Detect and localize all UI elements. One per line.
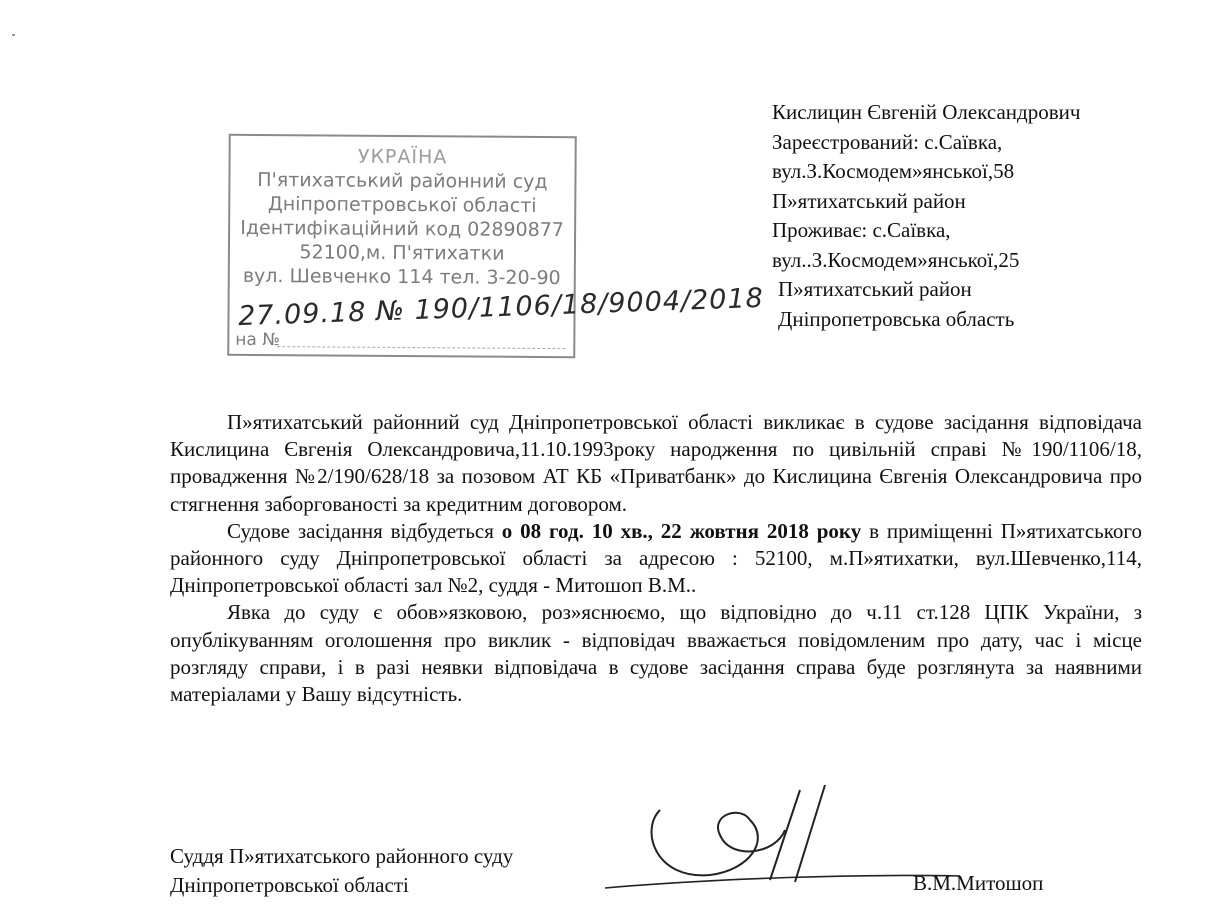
handwritten-reference: 27.09.18 № 190/1106/18/9004/2018: [237, 282, 765, 333]
stamp-region: Дніпропетровської області: [267, 193, 537, 217]
stamp-country: УКРАЇНА: [357, 145, 448, 169]
paragraph-summons: П»ятихатський районний суд Дніпропетровської області викликає в судове засідання відповідача Кислицина Євгенія Олександровича,11.10.1993року народження по цивільній справі №190/1106/18, провадження №2/190/628/18 за позовом АТ КБ «Приватбанк» до Кислицина Євгенія Олександровича про стягнення заборгованості за кредитним договором.: [170, 410, 1142, 516]
stamp-postal: 52100,м. П'ятихатки: [299, 241, 505, 265]
signature-title-line1: Суддя П»ятихатського районного суду: [170, 844, 514, 868]
paragraph-attendance: Явка до суду є обов»язковою, роз»яснюємо, що відповідно до ч.11 ст.128 ЦПК України, з опублікуванням оголошення про виклик - відповідач вважається повідомленим про дату, час і місце розгляду справи, і в разі неявки відповідача в судове засідання справа буде розглянута за наявними матеріалами у Вашу відсутність.: [170, 600, 1142, 707]
addressee-name: Кислицин Євгеній Олександрович: [772, 100, 1081, 124]
addressee-region: Дніпропетровська область: [778, 306, 1015, 331]
addressee-block: [772, 98, 1080, 334]
addressee-registered-district: П»ятихатський район: [772, 188, 966, 213]
hearing-text-after: в приміщенні П»ятихатського районного суду Дніпропетровської області за адресою : 52100, м.П»ятихатки, вул.Шевченко,114, Дніпропетровської області зал №2, суддя - Митошоп В.М..: [170, 518, 1142, 598]
summons-body: [170, 409, 1142, 708]
paragraph-hearing: [170, 518, 1142, 600]
addressee-resides-district: П»ятихатський район: [778, 277, 972, 301]
stamp-address: вул. Шевченко 114 тел. 3-20-90: [242, 264, 561, 290]
stamp-code: Ідентифікаційний код 02890877: [240, 216, 565, 242]
scan-speck: [12, 34, 15, 36]
addressee-resides: Проживає: с.Саївка,: [772, 218, 951, 242]
stamp-court: П'ятихатський районний суд: [257, 168, 548, 194]
addressee-registered: Зареєстрований: с.Саївка,: [772, 129, 1003, 154]
stamp-no-line: [277, 346, 565, 349]
judge-name: В.М.Митошоп: [913, 871, 1044, 895]
stamp-no-label: на №: [235, 329, 281, 351]
signature-title: [170, 842, 513, 900]
signature-title-line2: Дніпропетровської області: [170, 873, 409, 897]
addressee-registered-street: вул.З.Космодем»янської,58: [772, 159, 1015, 183]
hearing-datetime: о 08 год. 10 хв., 22 жовтня 2018 року: [501, 518, 862, 543]
addressee-resides-street: вул..З.Космодем»янської,25: [772, 247, 1020, 272]
hearing-text-before: Судове засідання відбудеться: [227, 518, 502, 543]
